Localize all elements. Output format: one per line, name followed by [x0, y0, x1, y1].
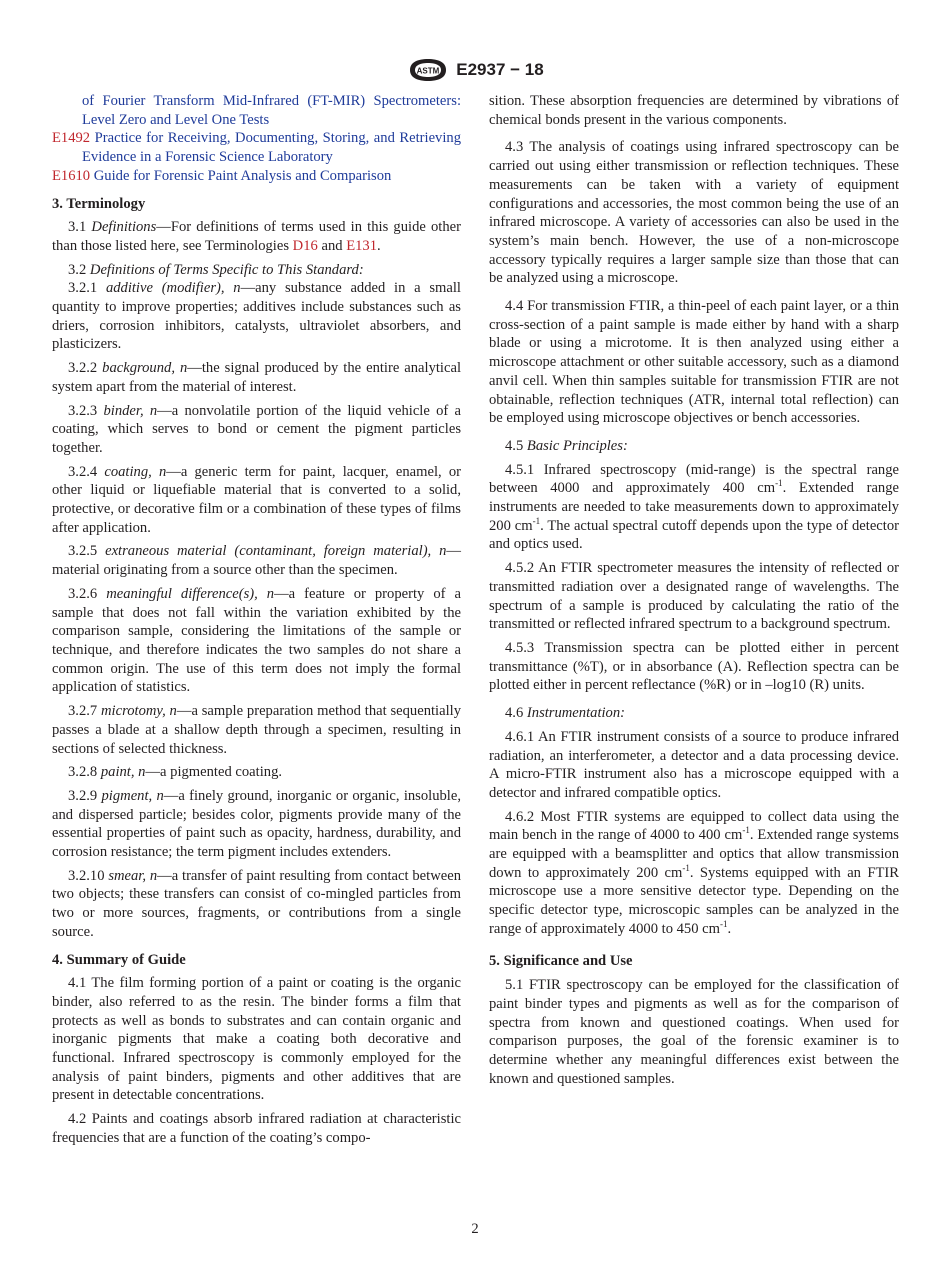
document-designation: E2937 − 18 [456, 60, 544, 79]
link-e131[interactable]: E131 [346, 237, 377, 254]
svg-text:ASTM: ASTM [416, 66, 440, 76]
page-number: 2 [471, 1221, 479, 1237]
para-4-4: 4.4 For transmission FTIR, a thin-peel of each paint layer, or a thin cross-section of a paint sample is made either by hand with a sharp blade or using a microtome. It is then analyzed using either a microscope attachment or other suitable accessory, such as a diamond anvil cell. When thin samples suitable for transmission FTIR are not obtainable, reflection techniques (ATR, internal total reflection) can be employed using microscope objectives or bench accessories. [489, 298, 899, 427]
link-d16[interactable]: D16 [292, 237, 318, 254]
section-4-heading: 4. Summary of Guide [52, 951, 186, 968]
reference-e1492 [52, 129, 461, 166]
definition-background: 3.2.2 background, n—the signal produced by the entire analytical system apart from the material of interest. [52, 360, 461, 395]
section-3-heading: 3. Terminology [52, 195, 146, 212]
para-4-2-continued: sition. These absorption frequencies are determined by vibrations of chemical bonds present in the various components. [489, 93, 899, 128]
para-4-6-2: 4.6.2 Most FTIR systems are equipped to collect data using the main bench in the range of 4000 to 400 $cm^{-1}$. Extended range systems are equipped with a beamsplitter and optics that allow transmission down to approximately 200 $cm^{-1}$. Systems equipped with an FTIR microscope use a more sensitive detector type. Depending on the specific detector type, microscopic samples can be analyzed in the range of approximately 4000 to 450 $cm^{-1}$. [489, 808, 899, 937]
para-4-6-1: 4.6.1 An FTIR instrument consists of a source to produce infrared radiation, an interferometer, a detector and a data processing device. A micro-FTIR instrument also has a microscope equipped with a detector and infrared compatible optics. [489, 728, 899, 801]
para-4-5: 4.5 Basic Principles: [505, 437, 628, 454]
para-4-5-2: 4.5.2 An FTIR spectrometer measures the intensity of reflected or transmitted radiation over a designated range of wavelengths. The spectrum of a sample is produced by calculating the ratio of the transmitted or reflected infrared spectrum to a background spectrum. [489, 560, 899, 633]
para-4-1: 4.1 The film forming portion of a paint or coating is the organic binder, also referred to as the resin. The binder forms a film that protects as well as bonds to substrates and can contain organic and inorganic pigments that make a coating both decorative and functional. Infrared spectroscopy is commonly employed for the analysis of paint binders, pigments and other additives that are present in detectable concentrations. [52, 975, 461, 1104]
reference-code-e1610[interactable]: E1610 [52, 167, 91, 184]
para-4-2-start: 4.2 Paints and coatings absorb infrared radiation at characteristic frequencies that are a function of the coating’s compo- [52, 1111, 461, 1146]
definition-coating: 3.2.4 coating, n—a generic term for paint, lacquer, enamel, or other liquid or liquefiable material that is converted to a solid, protective, or decorative film or a combination of these types of films after application. [52, 463, 461, 536]
para-4-5-3: 4.5.3 Transmission spectra can be plotted either in percent transmittance (%T), or in absorbance (A). Reflection spectra can be plotted either in percent reflectance (%R) or in –log10 (R) units. [489, 639, 899, 694]
definition-pigment: 3.2.9 pigment, n—a finely ground, inorganic or organic, insoluble, and dispersed particle; besides color, pigments provide many of the essential properties of paint such as opacity, hardness, durability, and corrosion resistance; the term pigment includes extenders. [52, 787, 461, 861]
reference-code-e1492[interactable]: E1492 [52, 130, 91, 147]
definition-meaningful-difference: 3.2.6 meaningful difference(s), n—a feature or property of a sample that does not fall within the variation exhibited by the comparison sample, considering the limitations of the sample or technique, and therefore indicates the two samples do not share a common origin. The use of this term does not imply the formal application of statistics. [52, 585, 461, 696]
left-column [52, 92, 461, 1148]
definition-additive: 3.2.1 additive (modifier), n—any substance added in a small quantity to improve properties; additives include substances such as driers, corrosion inhibitors, catalysts, ultraviolet absorbers, and plasticizers. [52, 280, 461, 353]
definition-binder: 3.2.3 binder, n—a nonvolatile portion of the liquid vehicle of a coating, which serves to bond or cement the pigment particles together. [52, 402, 462, 456]
definition-extraneous-material: 3.2.5 extraneous material (contaminant, foreign material), n—material originating from a source other than the specimen. [52, 543, 461, 579]
reference-title-e1492[interactable]: Practice for Receiving, Documenting, Storing, and Retrieving Evidence in a Forensic Science Laboratory [82, 130, 461, 166]
reference-continuation: of Fourier Transform Mid-Infrared (FT-MIR) Spectrometers: Level Zero and Level One Tests [82, 93, 461, 128]
section-5-heading: 5. Significance and Use [489, 952, 633, 969]
para-3-1: 3.1 Definitions—For definitions of terms used in this guide other than those listed here, see Terminologies D16 and E131. [52, 219, 461, 254]
definition-smear: 3.2.10 smear, n—a transfer of paint resulting from contact between two objects; these transfers can consist of co-mingled particles from two or more sources, fragments, or contributions from a single source. [52, 867, 461, 940]
para-4-5-1: 4.5.1 Infrared spectroscopy (mid-range) is the spectral range between 4000 and approximately 400 $cm^{-1}$. Extended range instruments are needed to take measurements down to approximately 200 $cm^{-1}$. The actual spectral cutoff depends upon the type of detector and optics used. [489, 461, 899, 553]
reference-e1610 [52, 167, 461, 186]
right-column [489, 92, 899, 1088]
reference-title-e1610[interactable]: Guide for Forensic Paint Analysis and Comparison [93, 167, 392, 184]
para-5-1: 5.1 FTIR spectroscopy can be employed for the classification of paint binder types and pigments as well as for the comparison of spectra from known and questioned coatings. When used for comparison purposes, the goal of the forensic examiner is to determine whether any meaningful differences exist between the known and questioned samples. [489, 977, 899, 1087]
astm-logo-icon [406, 57, 450, 83]
para-3-2: 3.2 Definitions of Terms Specific to This Standard: [68, 261, 364, 278]
para-4-6: 4.6 Instrumentation: [505, 705, 626, 722]
definition-microtomy: 3.2.7 microtomy, n—a sample preparation method that sequentially passes a blade at a shallow depth through a specimen, resulting in sections of selected thickness. [52, 703, 461, 757]
definition-paint: 3.2.8 paint, n—a pigmented coating. [68, 764, 283, 781]
para-4-3: 4.3 The analysis of coatings using infrared spectroscopy can be carried out using either transmission or reflection techniques. These measurements can be taken with a variety of equipment configurations and accessories, the most common being the use of an infrared microscope. A variety of accessories can also be used in the system’s main bench. However, the use of a non-microscope accessory typically requires a larger sample size than those that can be analyzed using a microscope. [489, 139, 899, 287]
page-header [0, 57, 950, 83]
